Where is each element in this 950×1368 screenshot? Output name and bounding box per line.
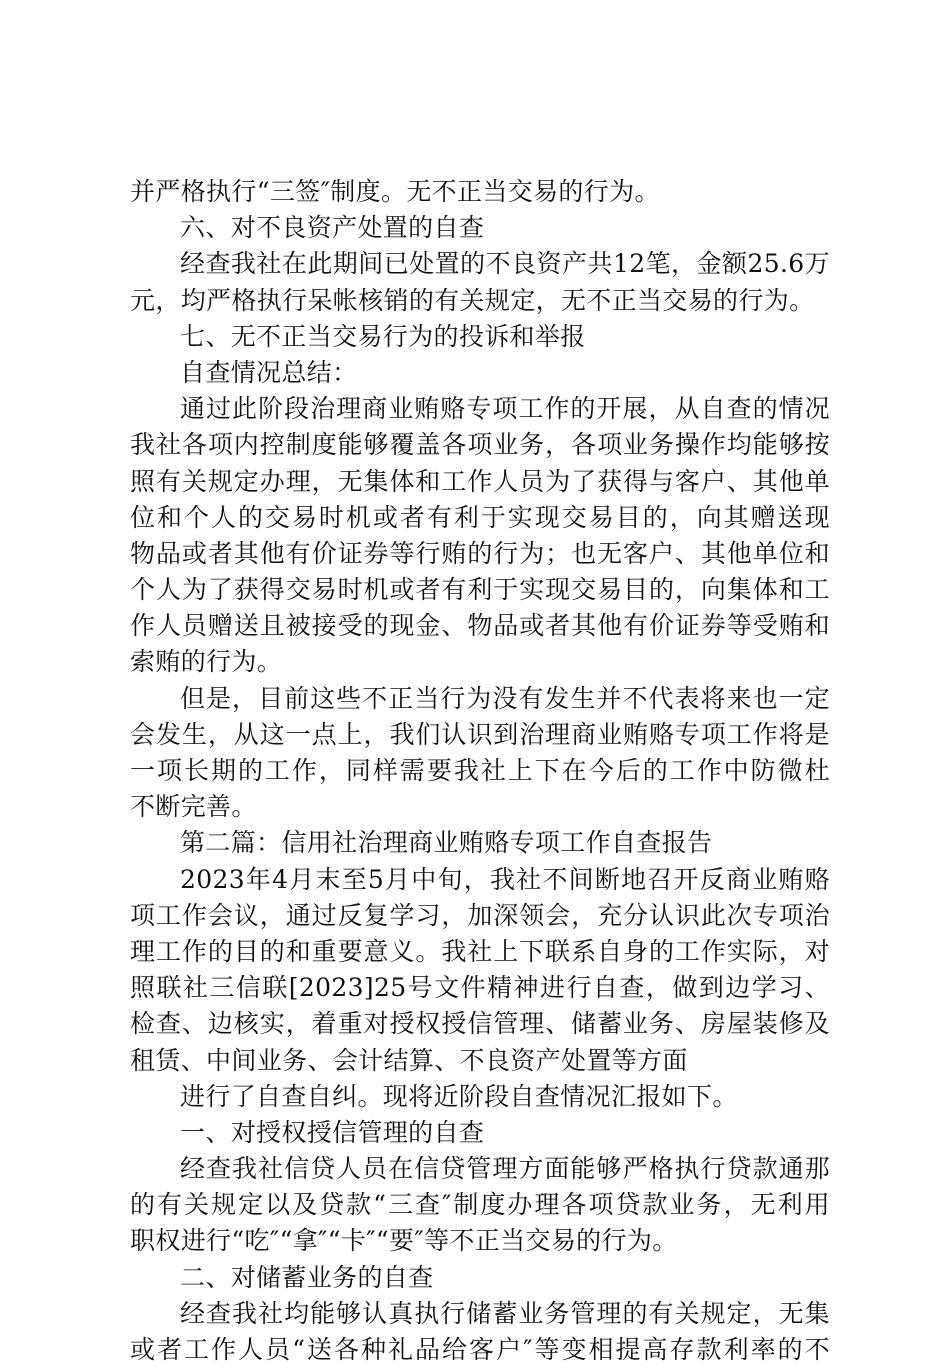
text-line: 位和个人的交易时机或者有利于实现交易目的，向其赠送现 [130,502,830,532]
text-line: 二、对储蓄业务的自查 [180,1262,434,1292]
text-line: 经查我社均能够认真执行储蓄业务管理的有关规定，无集 [180,1298,830,1328]
text-line: 检查、边核实，着重对授权授信管理、储蓄业务、房屋装修及 [130,1009,830,1039]
text-line: 一、对授权授信管理的自查 [180,1117,485,1147]
text-line: 2023年4月末至5月中旬，我社不间断地召开反商业贿赂 [180,864,830,894]
text-line: 项工作会议，通过反复学习，加深领会，充分认识此次专项治 [130,900,830,930]
text-line: 物品或者其他有价证券等行贿的行为；也无客户、其他单位和 [130,538,830,568]
text-line: 理工作的目的和重要意义。我社上下联系自身的工作实际，对 [130,936,830,966]
text-line: 第二篇：信用社治理商业贿赂专项工作自查报告 [180,828,713,858]
text-line: 照有关规定办理，无集体和工作人员为了获得与客户、其他单 [130,466,830,496]
text-line: 的有关规定以及贷款“三查″制度办理各项贷款业务，无利用 [130,1190,830,1220]
text-line: 会发生，从这一点上，我们认识到治理商业贿赂专项工作将是 [130,719,830,749]
text-line: 但是，目前这些不正当行为没有发生并不代表将来也一定 [180,683,830,713]
text-line: 照联社三信联[2023]25号文件精神进行自查，做到边学习、 [130,973,830,1003]
text-line: 自查情况总结： [180,357,358,387]
text-line: 或者工作人员“送各种礼品给客户″等变相提高存款利率的不 [130,1335,830,1364]
text-line: 个人为了获得交易时机或者有利于实现交易目的，向集体和工 [130,575,830,605]
text-line: 元，均严格执行呆帐核销的有关规定，无不正当交易的行为。 [130,285,815,315]
text-line: 一项长期的工作，同样需要我社上下在今后的工作中防微杜 [130,756,830,785]
text-line: 作人员赠送且被接受的现金、物品或者其他有价证券等受贿和 [130,611,830,641]
text-line: 并严格执行“三签″制度。无不正当交易的行为。 [130,177,660,206]
document-body [130,174,830,1368]
text-line: 索贿的行为。 [130,647,283,677]
text-line: 经查我社信贷人员在信贷管理方面能够严格执行贷款通那 [180,1154,830,1184]
text-line: 通过此阶段治理商业贿赂专项工作的开展，从自查的情况 [180,394,830,424]
text-line: 不断完善。 [130,792,257,822]
text-line: 经查我社在此期间已处置的不良资产共12笔，金额25.6万 [180,249,830,279]
text-line: 七、无不正当交易行为的投诉和举报 [180,321,586,351]
text-line: 租赁、中间业务、会计结算、不良资产处置等方面 [130,1045,688,1075]
text-line: 进行了自查自纠。现将近阶段自查情况汇报如下。 [180,1081,738,1111]
text-line: 我社各项内控制度能够覆盖各项业务，各项业务操作均能够按 [130,430,830,460]
text-line: 六、对不良资产处置的自查 [180,213,485,243]
text-line: 职权进行“吃″“拿″“卡″“要″等不正当交易的行为。 [130,1226,678,1256]
